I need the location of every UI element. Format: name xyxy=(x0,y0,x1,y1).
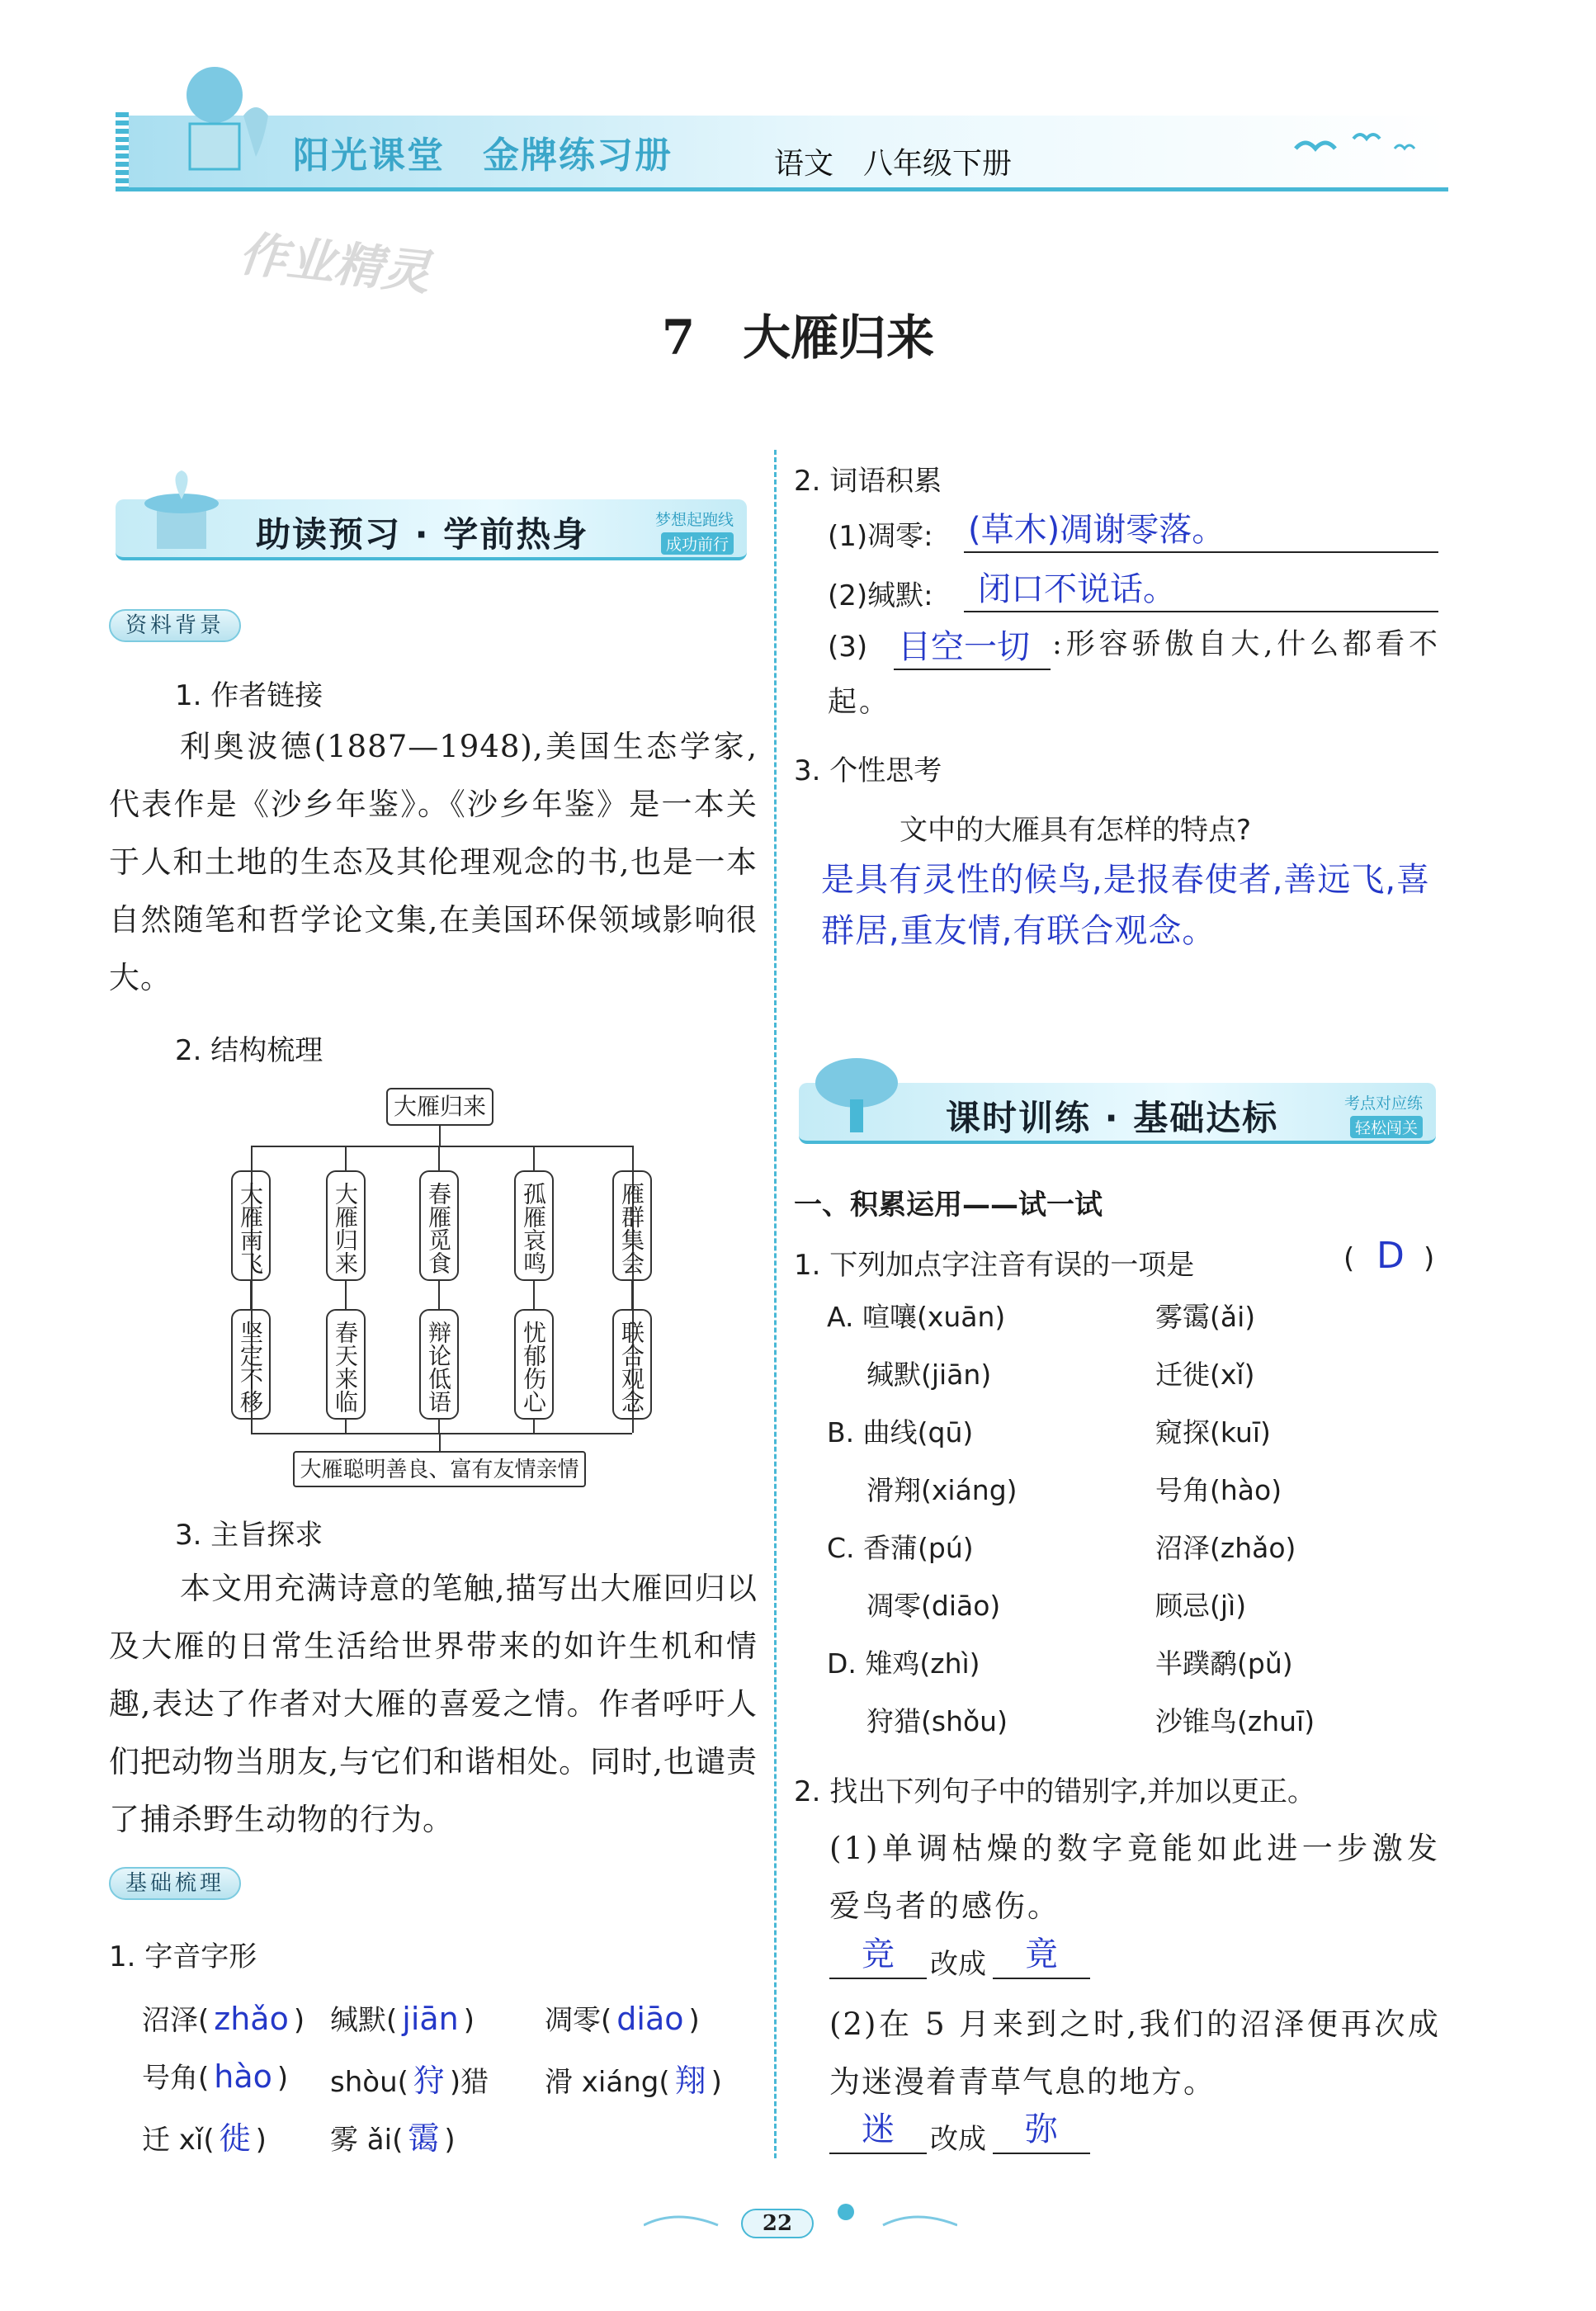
char-item-end: ) xyxy=(688,2004,700,2037)
connector xyxy=(533,1281,535,1309)
subject-label: 语文 八年级下册 xyxy=(774,147,1013,181)
header-logo-icon xyxy=(173,58,281,182)
preview-banner-sub2: 成功前行 xyxy=(661,532,734,555)
vocab-1-label: (1)凋零: xyxy=(828,520,933,553)
author-text: 利奥波德(1887—1948),美国生态学家,代表作是《沙乡年鉴》。《沙乡年鉴》是一本关于人和土地的生态及其伦理观念的书,也是一本自然随笔和哲学论文集,在美国环保领域影响很大。 xyxy=(109,729,758,995)
char-item-end: ) xyxy=(293,2004,305,2037)
q2-1-wrong: 竞 xyxy=(829,1931,927,1979)
connector xyxy=(251,1433,632,1434)
structure-bottom-3: 辩论低语 xyxy=(419,1309,459,1420)
vocab-2-label: (2)缄默: xyxy=(828,579,933,612)
training-banner xyxy=(799,1083,1436,1144)
structure-top-4: 孤雁哀鸣 xyxy=(514,1170,554,1281)
q2-2-correction xyxy=(829,2106,1159,2156)
char-item-7 xyxy=(142,2113,267,2162)
option-1-1: A. 喧嚷(xuān) xyxy=(827,1301,1006,1333)
char-item-answer: jiān xyxy=(402,2001,459,2037)
structure-top-5: 雁群集会 xyxy=(612,1170,652,1281)
option-5-2: 沼泽(zhǎo) xyxy=(1155,1532,1296,1564)
char-item-label: 缄默( xyxy=(330,2004,398,2037)
option-8-1: 狩猎(shǒu) xyxy=(866,1705,1008,1737)
option-2-1: 缄默(jiān) xyxy=(866,1359,992,1391)
watermark-logo: 作业精灵 xyxy=(236,225,433,301)
char-item-2 xyxy=(330,1997,475,2047)
char-item-answer: 徙 xyxy=(219,2120,251,2157)
connector xyxy=(345,1281,347,1309)
training-banner-sub2: 轻松闯关 xyxy=(1350,1116,1423,1138)
question-1: 1. 下列加点字注音有误的一项是 xyxy=(794,1249,1195,1282)
char-item-end: ) xyxy=(711,2066,722,2099)
header-stripes xyxy=(116,112,129,191)
section-1-heading: 一、积累运用——试一试 xyxy=(794,1189,1103,1222)
preview-banner xyxy=(116,499,747,560)
option-8-2: 沙锥鸟(zhuī) xyxy=(1155,1705,1315,1737)
char-item-label: 滑 xiáng( xyxy=(545,2066,670,2099)
lesson-title: 7 大雁归来 xyxy=(661,310,935,366)
char-item-label: shòu( xyxy=(330,2066,408,2099)
vocab-item-2 xyxy=(828,563,1438,614)
char-item-label: 迁 xǐ( xyxy=(142,2124,215,2157)
char-item-end: ) xyxy=(463,2004,475,2037)
vocab-1-line xyxy=(964,551,1438,553)
q2-sentence-2: (2)在 5 月来到之时,我们的沼泽便再次成为迷漫着青草气息的地方。 xyxy=(829,2006,1440,2100)
vocab-3-label: (3) xyxy=(828,631,868,664)
q2-2-change: 改成 xyxy=(930,2123,986,2156)
connector xyxy=(438,1420,440,1433)
series-title: 阳光课堂 金牌练习册 xyxy=(293,135,673,177)
think-question: 文中的大雁具有怎样的特点? xyxy=(900,814,1252,847)
char-item-answer: hào xyxy=(214,2058,272,2095)
question-2: 2. 找出下列句子中的错别字,并加以更正。 xyxy=(794,1775,1316,1808)
vocab-2-line xyxy=(964,611,1438,612)
theme-text: 本文用充满诗意的笔触,描写出大雁回归以及大雁的日常生活给世界带来的如许生机和情趣,表达了作者对大雁的喜爱之情。作者呼吁人们把动物当朋友,与它们和谐相处。同时,也谴责了捕杀野生动物的行为。 xyxy=(109,1571,758,1837)
char-item-answer: diāo xyxy=(616,2001,684,2037)
vocab-3-answer: 目空一切 xyxy=(898,628,1030,666)
tree-icon xyxy=(807,1050,923,1141)
option-2-2: 迁徙(xǐ) xyxy=(1155,1359,1255,1391)
connector xyxy=(345,1146,347,1170)
connector xyxy=(251,1146,632,1147)
fountain-icon xyxy=(124,466,239,557)
structure-top-3: 春雁觅食 xyxy=(419,1170,459,1281)
char-item-label: 号角( xyxy=(142,2062,210,2095)
char-item-end: ) xyxy=(444,2124,456,2157)
q2-1-change: 改成 xyxy=(930,1948,986,1981)
structure-bottom-4: 忧郁伤心 xyxy=(514,1309,554,1420)
connector xyxy=(345,1420,347,1433)
tag-background: 资料背景 xyxy=(109,609,241,642)
option-6-1: 凋零(diāo) xyxy=(866,1590,1001,1622)
structure-bottom-2: 春天来临 xyxy=(326,1309,366,1420)
q1-paren-left: ( xyxy=(1343,1242,1355,1275)
option-6-2: 顾忌(jì) xyxy=(1155,1590,1247,1622)
char-item-4 xyxy=(142,2055,288,2105)
training-banner-title: 课时训练 · 基础达标 xyxy=(946,1098,1279,1138)
char-item-6 xyxy=(545,2055,722,2105)
option-5-1: C. 香蒲(pú) xyxy=(827,1532,974,1564)
training-banner-sub1: 考点对应练 xyxy=(1343,1094,1423,1113)
tag-basic: 基础梳理 xyxy=(109,1867,241,1900)
char-item-label: 雾 ǎi( xyxy=(330,2124,404,2157)
char-item-end: ) xyxy=(255,2124,267,2157)
vocab-3-text: :形容骄傲自大,什么都看不起。 xyxy=(828,628,1440,719)
char-item-answer: 霭 xyxy=(408,2120,440,2157)
structure-heading: 2. 结构梳理 xyxy=(175,1034,323,1067)
connector xyxy=(439,1126,441,1146)
vocab-1-answer: (草木)凋谢零落。 xyxy=(968,511,1225,549)
q2-2-wrong: 迷 xyxy=(829,2106,927,2154)
think-heading: 3. 个性思考 xyxy=(794,754,942,787)
structure-summary: 大雁聪明善良、富有友情亲情 xyxy=(293,1451,586,1487)
connector xyxy=(438,1146,440,1170)
structure-top-2: 大雁归来 xyxy=(326,1170,366,1281)
option-7-2: 半蹼鹬(pǔ) xyxy=(1155,1647,1293,1680)
vocab-2-answer: 闭口不说话。 xyxy=(978,570,1176,608)
option-3-2: 窥探(kuī) xyxy=(1155,1416,1271,1449)
column-divider xyxy=(774,450,777,2158)
char-item-answer: 翔 xyxy=(674,2063,706,2099)
q2-1-right: 竟 xyxy=(993,1931,1090,1979)
q2-sentence-1: (1)单调枯燥的数字竟能如此进一步激发爱鸟者的感伤。 xyxy=(829,1831,1440,1924)
char-item-end: ) xyxy=(276,2062,289,2095)
option-3-1: B. 曲线(qū) xyxy=(827,1416,974,1449)
char-item-end: )猎 xyxy=(449,2066,489,2099)
vocab-item-1 xyxy=(828,503,1438,555)
q1-answer: D xyxy=(1376,1235,1405,1277)
char-item-label: 凋零( xyxy=(545,2004,612,2037)
structure-top-1: 大雁南飞 xyxy=(231,1170,271,1281)
think-answer: 是具有灵性的候鸟,是报春使者,善远飞,喜群居,重友情,有联合观念。 xyxy=(821,861,1431,950)
structure-bottom-1: 坚定不移 xyxy=(231,1309,271,1420)
preview-banner-sub1: 梦想起跑线 xyxy=(654,511,734,529)
connector xyxy=(250,1281,252,1309)
option-4-1: 滑翔(xiáng) xyxy=(866,1474,1018,1506)
birds-icon xyxy=(1287,116,1452,165)
char-item-8 xyxy=(330,2113,456,2162)
option-7-1: D. 雉鸡(zhì) xyxy=(827,1647,980,1680)
option-1-2: 雾霭(ǎi) xyxy=(1155,1301,1256,1333)
option-4-2: 号角(hào) xyxy=(1155,1474,1282,1506)
preview-banner-title: 助读预习 · 学前热身 xyxy=(256,514,589,555)
q1-paren-right: ) xyxy=(1424,1242,1435,1275)
page-number: 22 xyxy=(741,2209,814,2238)
vocab-item-3 xyxy=(828,621,1440,736)
theme-heading: 3. 主旨探求 xyxy=(175,1519,323,1552)
char-item-answer: zhǎo xyxy=(214,2001,289,2037)
q2-1-correction xyxy=(829,1931,1159,1981)
q2-2-right: 弥 xyxy=(993,2106,1090,2154)
char-item-1 xyxy=(142,1997,305,2047)
char-heading: 1. 字音字形 xyxy=(109,1940,257,1973)
structure-root: 大雁归来 xyxy=(386,1088,493,1126)
author-heading: 1. 作者链接 xyxy=(175,679,323,712)
char-item-label: 沼泽( xyxy=(142,2004,210,2037)
connector xyxy=(438,1281,440,1309)
char-item-3 xyxy=(545,1997,700,2047)
connector xyxy=(533,1146,535,1170)
char-item-5 xyxy=(330,2055,489,2105)
connector xyxy=(439,1433,441,1451)
vocab-heading: 2. 词语积累 xyxy=(794,465,942,498)
connector xyxy=(631,1281,633,1309)
connector xyxy=(533,1420,535,1433)
char-item-answer: 狩 xyxy=(413,2063,445,2099)
structure-bottom-5: 联合观念 xyxy=(612,1309,652,1420)
